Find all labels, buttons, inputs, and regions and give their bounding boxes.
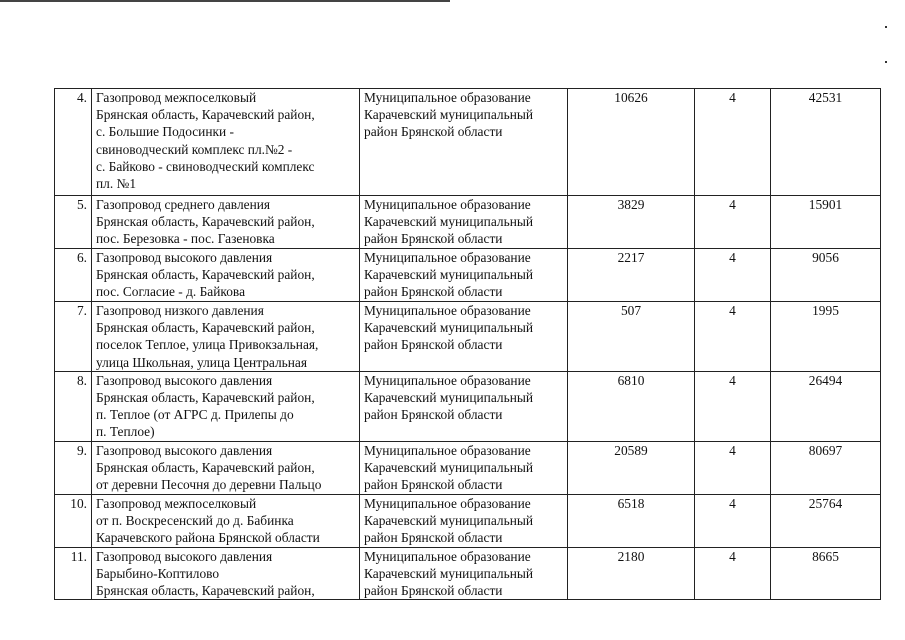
owner	[360, 249, 568, 302]
table-row	[55, 371, 881, 441]
pipeline-name-line: пл. №1	[96, 176, 137, 192]
row-number: 5.	[55, 196, 92, 249]
length-value: 6810	[568, 371, 695, 441]
pipeline-name-line: улица Школьная, улица Центральная	[96, 354, 308, 370]
pipeline-name	[92, 547, 360, 600]
owner-line: Карачевский муниципальный	[364, 267, 534, 283]
pressure-class: 4	[695, 302, 771, 372]
amount-value: 15901	[771, 196, 881, 249]
owner	[360, 494, 568, 547]
amount-value: 80697	[771, 441, 881, 494]
owner-line: район Брянской области	[364, 477, 503, 493]
pipeline-name-line: Брянская область, Карачевский район,	[96, 214, 315, 230]
table-row	[55, 441, 881, 494]
pipeline-name-line: Брянская область, Карачевский район,	[96, 459, 315, 475]
pipeline-name	[92, 249, 360, 302]
table-row	[55, 196, 881, 249]
pipeline-name-line: Газопровод высокого давления	[96, 548, 273, 564]
row-number: 8.	[55, 371, 92, 441]
pipeline-name-line: п. Теплое (от АГРС д. Прилепы до	[96, 407, 294, 423]
top-rule	[0, 0, 450, 2]
row-number: 6.	[55, 249, 92, 302]
amount-value: 9056	[771, 249, 881, 302]
pipeline-name-line: пос. Согласие - д. Байкова	[96, 284, 246, 300]
owner-line: район Брянской области	[364, 583, 503, 599]
owner-line: район Брянской области	[364, 407, 503, 423]
pipeline-name-line: Газопровод высокого давления	[96, 442, 273, 458]
owner-line: Муниципальное образование	[364, 90, 531, 105]
pipeline-name-line: Брянская область, Карачевский район,	[96, 267, 315, 283]
owner-line: Карачевский муниципальный	[364, 320, 534, 336]
owner-line: Муниципальное образование	[364, 303, 531, 318]
owner	[360, 547, 568, 600]
pipeline-name-line: Брянская область, Карачевский район,	[96, 583, 315, 599]
owner-line: Карачевский муниципальный	[364, 214, 534, 230]
pipeline-name-line: от деревни Песочня до деревни Пальцо	[96, 477, 322, 493]
table-row	[55, 547, 881, 600]
owner-line: район Брянской области	[364, 284, 503, 300]
pipeline-name-line: Брянская область, Карачевский район,	[96, 107, 315, 123]
pressure-class: 4	[695, 196, 771, 249]
pipeline-name-line: п. Теплое)	[96, 424, 155, 440]
pipeline-name	[92, 441, 360, 494]
owner-line: район Брянской области	[364, 337, 503, 353]
pipeline-name-line: Газопровод низкого давления	[96, 303, 264, 318]
owner-line: Карачевский муниципальный	[364, 565, 534, 581]
row-number: 4.	[55, 89, 92, 196]
table-row	[55, 249, 881, 302]
amount-value: 1995	[771, 302, 881, 372]
pipeline-name-line: Газопровод среднего давления	[96, 197, 271, 212]
length-value: 20589	[568, 441, 695, 494]
pipeline-name	[92, 89, 360, 196]
row-number: 11.	[55, 547, 92, 600]
pipeline-name-line: от п. Воскресенский до д. Бабинка	[96, 512, 294, 528]
amount-value: 8665	[771, 547, 881, 600]
owner-line: Карачевский муниципальный	[364, 107, 534, 123]
pipeline-name	[92, 196, 360, 249]
pressure-class: 4	[695, 371, 771, 441]
pressure-class: 4	[695, 547, 771, 600]
pipeline-name-line: с. Байково - свиноводческий комплекс	[96, 158, 315, 174]
scan-speck	[885, 61, 887, 63]
owner-line: район Брянской области	[364, 231, 503, 247]
owner-line: Муниципальное образование	[364, 495, 531, 511]
owner-line: Карачевский муниципальный	[364, 459, 534, 475]
owner	[360, 371, 568, 441]
pressure-class: 4	[695, 249, 771, 302]
pressure-class: 4	[695, 494, 771, 547]
amount-value: 42531	[771, 89, 881, 196]
row-number: 9.	[55, 441, 92, 494]
pressure-class: 4	[695, 441, 771, 494]
length-value: 2217	[568, 249, 695, 302]
owner	[360, 196, 568, 249]
owner	[360, 302, 568, 372]
amount-value: 26494	[771, 371, 881, 441]
pipeline-name-line: Газопровод межпоселковый	[96, 495, 257, 511]
pipeline-name	[92, 302, 360, 372]
scan-speck	[885, 26, 887, 28]
owner-line: район Брянской области	[364, 530, 503, 546]
pipeline-name-line: с. Большие Подосинки -	[96, 124, 234, 140]
owner-line: Муниципальное образование	[364, 442, 531, 458]
pipeline-table	[54, 88, 881, 600]
pipeline-name	[92, 494, 360, 547]
row-number: 10.	[55, 494, 92, 547]
row-number: 7.	[55, 302, 92, 372]
pipeline-name-line: Газопровод межпоселковый	[96, 90, 257, 105]
pipeline-name-line: Брянская область, Карачевский район,	[96, 390, 315, 406]
length-value: 3829	[568, 196, 695, 249]
owner	[360, 89, 568, 196]
owner-line: район Брянской области	[364, 124, 503, 140]
pipeline-name-line: поселок Теплое, улица Привокзальная,	[96, 337, 319, 353]
owner-line: Карачевский муниципальный	[364, 390, 534, 406]
length-value: 507	[568, 302, 695, 372]
table-row	[55, 494, 881, 547]
owner-line: Карачевский муниципальный	[364, 512, 534, 528]
length-value: 6518	[568, 494, 695, 547]
owner-line: Муниципальное образование	[364, 548, 531, 564]
pipeline-name	[92, 371, 360, 441]
owner	[360, 441, 568, 494]
pipeline-name-line: Брянская область, Карачевский район,	[96, 320, 315, 336]
owner-line: Муниципальное образование	[364, 372, 531, 388]
owner-line: Муниципальное образование	[364, 197, 531, 212]
length-value: 2180	[568, 547, 695, 600]
pressure-class: 4	[695, 89, 771, 196]
owner-line: Муниципальное образование	[364, 250, 531, 265]
length-value: 10626	[568, 89, 695, 196]
pipeline-name-line: пос. Березовка - пос. Газеновка	[96, 231, 275, 247]
pipeline-name-line: свиноводческий комплекс пл.№2 -	[96, 141, 293, 157]
pipeline-name-line: Карачевского района Брянской области	[96, 530, 320, 546]
pipeline-name-line: Газопровод высокого давления	[96, 372, 273, 388]
pipeline-name-line: Газопровод высокого давления	[96, 250, 273, 265]
table-row	[55, 89, 881, 196]
amount-value: 25764	[771, 494, 881, 547]
table-body	[55, 89, 881, 600]
table-row	[55, 302, 881, 372]
pipeline-name-line: Барыбино-Коптилово	[96, 565, 220, 581]
